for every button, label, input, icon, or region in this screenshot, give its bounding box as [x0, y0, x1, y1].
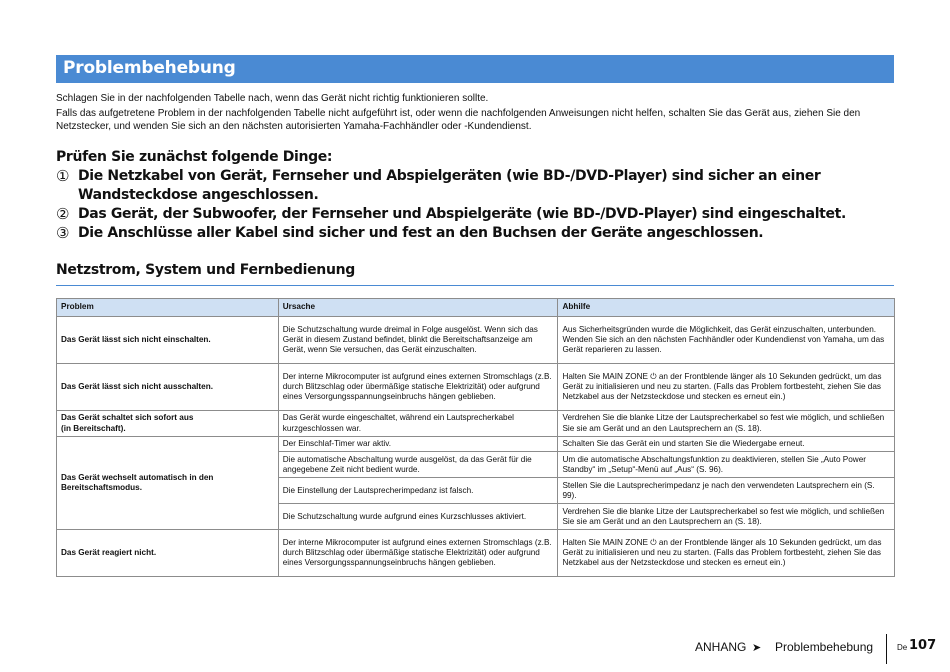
page-number: 107: [909, 638, 937, 653]
remedy-text: an der Frontblende länger als 10 Sekunden gedrückt, um das Gerät zu initialisieren und neu zu starten. (Falls das Problem fortbesteht, ziehen Sie das Netzkabel aus der Netzsteckdose und stecken es erneut ein.): [562, 537, 882, 568]
problem-cell: Das Gerät lässt sich nicht ausschalten.: [57, 364, 279, 411]
remedy-cell: Stellen Sie die Lautsprecherimpedanz je nach den verwendeten Lautsprechern ein (S. 99).: [558, 478, 895, 504]
checklist-number: ③: [56, 224, 70, 242]
remedy-cell: [558, 364, 895, 411]
column-header-cause: Ursache: [278, 299, 558, 317]
problem-line: Bereitschaftsmodus.: [61, 483, 142, 493]
problem-line: Das Gerät schaltet sich sofort aus: [61, 413, 194, 423]
table-row: [57, 364, 895, 411]
page-title: Problembehebung: [63, 58, 236, 78]
section-divider: [56, 285, 894, 286]
cause-cell: Die Einstellung der Lautsprecherimpedanz ist falsch.: [278, 478, 558, 504]
table-header-row: [57, 299, 895, 317]
table-row: [57, 437, 895, 452]
table-row: [57, 530, 895, 577]
remedy-cell: [558, 530, 895, 577]
checklist-item: [56, 205, 896, 224]
breadcrumb-arrow-icon: ➤: [752, 642, 762, 654]
remedy-text: Halten Sie MAIN ZONE: [562, 371, 648, 381]
cause-cell: Der Einschlaf-Timer war aktiv.: [278, 437, 558, 452]
cause-cell: Die Schutzschaltung wurde dreimal in Folge ausgelöst. Wenn sich das Gerät in diesem Zustand befindet, blinkt die Bereitschaftsanzeige am Gerät, wenn Sie versuchen, das Gerät einzuschalten.: [278, 317, 558, 364]
checklist-item: [56, 224, 896, 243]
language-code: De: [897, 643, 908, 652]
problem-line: Das Gerät wechselt automatisch in den: [61, 472, 214, 482]
checklist-text: Das Gerät, der Subwoofer, der Fernseher und Abspielgeräte (wie BD-/DVD-Player) sind eingeschaltet.: [78, 206, 846, 222]
checklist-number: ①: [56, 167, 70, 185]
section-title: Netzstrom, System und Fernbedienung: [56, 262, 356, 278]
column-header-problem: Problem: [57, 299, 279, 317]
remedy-cell: Schalten Sie das Gerät ein und starten Sie die Wiedergabe erneut.: [558, 437, 895, 452]
checklist: [56, 148, 896, 243]
intro-paragraph-1: Schlagen Sie in der nachfolgenden Tabelle nach, wenn das Gerät nicht richtig funktionieren sollte.: [56, 93, 489, 104]
checklist-text: Die Netzkabel von Gerät, Fernseher und Abspielgeräten (wie BD-/DVD-Player) sind sicher an einer Wandsteckdose angeschlossen.: [78, 168, 821, 203]
checklist-heading: Prüfen Sie zunächst folgende Dinge:: [56, 149, 333, 165]
cause-cell: Das Gerät wurde eingeschaltet, während ein Lautsprecherkabel kurzgeschlossen war.: [278, 411, 558, 437]
cause-cell: Der interne Mikrocomputer ist aufgrund eines externen Stromschlags (z.B. durch Blitzschlag oder übermäßige statische Elektrizität) oder aufgrund eines Versorgungsspannungseinbruchs hängen geblieben.: [278, 364, 558, 411]
remedy-cell: Verdrehen Sie die blanke Litze der Lautsprecherkabel so fest wie möglich, und schließen Sie sie am Gerät und an den Lautsprechern an (S. 18).: [558, 504, 895, 530]
problem-line: (in Bereitschaft).: [61, 423, 126, 433]
cause-cell: Der interne Mikrocomputer ist aufgrund eines externen Stromschlags (z.B. durch Blitzschlag oder übermäßige statische Elektrizität) oder aufgrund eines Versorgungsspannungseinbruchs hängen geblieben.: [278, 530, 558, 577]
remedy-text: Halten Sie MAIN ZONE: [562, 537, 648, 547]
footer-section-link[interactable]: Problembehebung: [775, 640, 874, 654]
footer-divider: [886, 634, 887, 664]
table-row: [57, 317, 895, 364]
cause-cell: Die Schutzschaltung wurde aufgrund eines Kurzschlusses aktiviert.: [278, 504, 558, 530]
remedy-cell: Aus Sicherheitsgründen wurde die Möglichkeit, das Gerät einzuschalten, unterbunden. Wenden Sie sich an den nächsten Fachhändler oder Kundendienst von Yamaha, um das Gerät reparieren zu lassen.: [558, 317, 895, 364]
checklist-item: [56, 167, 896, 205]
table-row: [57, 411, 895, 437]
troubleshooting-table: [56, 298, 895, 577]
column-header-remedy: Abhilfe: [558, 299, 895, 317]
problem-cell: [57, 411, 279, 437]
intro-paragraph-2: Falls das aufgetretene Problem in der nachfolgenden Tabelle nicht aufgeführt ist, oder wenn die nachfolgenden Anweisungen nicht helfen, schalten Sie das Gerät aus, ziehen Sie den Netzstecker, und wenden Sie sich an den nächsten autorisierten Yamaha-Fachhändler oder -Kundendienst.: [56, 108, 861, 132]
remedy-cell: Verdrehen Sie die blanke Litze der Lautsprecherkabel so fest wie möglich, und schließen Sie sie am Gerät und an den Lautsprechern an (S. 18).: [558, 411, 895, 437]
checklist-text: Die Anschlüsse aller Kabel sind sicher und fest an den Buchsen der Geräte angeschlossen.: [78, 225, 764, 241]
problem-cell: [57, 437, 279, 530]
section-banner: [56, 55, 894, 83]
power-icon: ⏻: [650, 371, 657, 381]
remedy-text: an der Frontblende länger als 10 Sekunden gedrückt, um das Gerät zu initialisieren und neu zu starten. (Falls das Problem fortbesteht, ziehen Sie das Netzkabel aus der Netzsteckdose und stecken es erneut ein.): [562, 371, 882, 402]
power-icon: ⏻: [650, 537, 657, 547]
remedy-cell: Um die automatische Abschaltungsfunktion zu deaktivieren, stellen Sie „Auto Power Standby“ im „Setup“-Menü auf „Aus“ (S. 96).: [558, 452, 895, 478]
problem-cell: Das Gerät lässt sich nicht einschalten.: [57, 317, 279, 364]
problem-cell: Das Gerät reagiert nicht.: [57, 530, 279, 577]
footer-chapter-link[interactable]: ANHANG: [695, 640, 747, 654]
checklist-number: ②: [56, 205, 70, 223]
cause-cell: Die automatische Abschaltung wurde ausgelöst, da das Gerät für die angegebene Zeit nicht bedient wurde.: [278, 452, 558, 478]
